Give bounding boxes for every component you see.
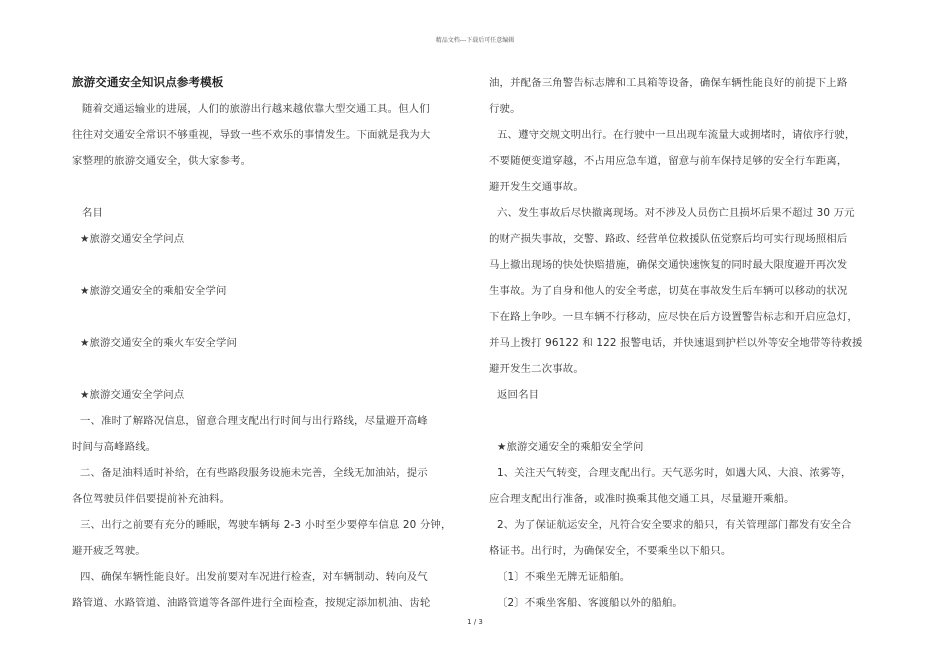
text-line: 避开疲乏驾驶。 (72, 545, 146, 557)
text-line: 六、发生事故后尽快撤离现场。对不涉及人员伤亡且损坏后果不超过 30 万元 (497, 207, 855, 219)
text-line: 二、备足油料适时补给，在有些路段服务设施未完善，全线无加油站，提示 (80, 467, 428, 479)
text-line: 随着交通运输业的进展，人们的旅游出行越来越依靠大型交通工具。但人们 (82, 103, 430, 115)
blank-line (72, 174, 464, 200)
text-line: 并马上拨打 96122 和 122 报警电话，并快速退到护栏以外等安全地带等待救援 (489, 337, 863, 349)
blank-line (72, 252, 464, 278)
blank-line (489, 408, 881, 434)
text-line: 生事故。为了自身和他人的安全考虑，切莫在事故发生后车辆可以移动的状况 (489, 285, 848, 297)
text-line: 格证书。出行时，为确保安全，不要乘坐以下船只。 (489, 545, 732, 557)
text-line: 油，并配备三角警告标志牌和工具箱等设备，确保车辆性能良好的前提下上路 (489, 77, 848, 89)
text-line: 〔1〕不乘坐无牌无证船舶。 (497, 571, 631, 583)
text-line: 的财产损失事故，交警、路政、经营单位救援队伍觉察后均可实行现场照相后 (489, 233, 848, 245)
text-line: ★旅游交通安全学问点 (80, 389, 185, 401)
text-line: 四、确保车辆性能良好。出发前要对车况进行检查，对车辆制动、转向及气 (80, 571, 428, 583)
text-line: 往往对交通安全常识不够重视，导致一些不欢乐的事情发生。下面就是我为大 (72, 129, 431, 141)
text-line: ★旅游交通安全的乘船安全学问 (497, 441, 644, 453)
text-line: 名目 (82, 207, 104, 219)
page-header: 精品文档---下载后可任意编辑 (435, 37, 515, 44)
text-line: 避开发生交通事故。 (489, 181, 584, 193)
text-line: 不要随便变道穿越，不占用应急车道，留意与前车保持足够的安全行车距离， (489, 155, 848, 167)
text-line: ★旅游交通安全学问点 (80, 233, 185, 245)
text-line: 一、准时了解路况信息，留意合理支配出行时间与出行路线，尽量避开高峰 (80, 415, 428, 427)
text-line: 三、出行之前要有充分的睡眠，驾驶车辆每 2-3 小时至少要停车信息 20 分钟， (80, 519, 452, 531)
text-line: 家整理的旅游交通安全，供大家参考。 (72, 155, 252, 167)
text-line: ★旅游交通安全的乘船安全学问 (80, 285, 227, 297)
text-line: 〔2〕不乘坐客船、客渡船以外的船舶。 (497, 597, 683, 609)
text-line: 1、关注天气转变，合理支配出行。天气恶劣时，如遇大风、大浪、浓雾等， (497, 467, 852, 479)
document-title: 旅游交通安全知识点参考模板 (72, 75, 224, 89)
text-line: 五、遵守交规文明出行。在行驶中一旦出现车流量大或拥堵时，请依序行驶， (497, 129, 856, 141)
text-line: 各位驾驶员伴侣要提前补充油料。 (72, 493, 231, 505)
text-line: 时间与高峰路线。 (72, 441, 157, 453)
right-column (489, 70, 881, 616)
text-line: 马上撤出现场的快处快赔措施，确保交通快速恢复的同时最大限度避开再次发 (489, 259, 848, 271)
text-line: 路管道、水路管道、油路管道等各部件进行全面检查，按规定添加机油、齿轮 (72, 597, 431, 609)
text-line: 2、为了保证航运安全，凡符合安全要求的船只，有关管理部门都发有安全合 (497, 519, 852, 531)
text-line: 下在路上争吵。一旦车辆不行移动，应尽快在后方设置警告标志和开启应急灯， (489, 311, 858, 323)
text-line: ★旅游交通安全的乘火车安全学问 (80, 337, 238, 349)
blank-line (72, 356, 464, 382)
text-line: 返回名目 (497, 389, 540, 401)
text-line: 行驶。 (489, 103, 521, 115)
page-number: 1 / 3 (467, 618, 483, 626)
text-line: 避开发生二次事故。 (489, 363, 584, 375)
blank-line (72, 304, 464, 330)
text-line: 应合理支配出行准备，或准时换乘其他交通工具，尽量避开乘船。 (489, 493, 795, 505)
left-column (72, 68, 464, 616)
